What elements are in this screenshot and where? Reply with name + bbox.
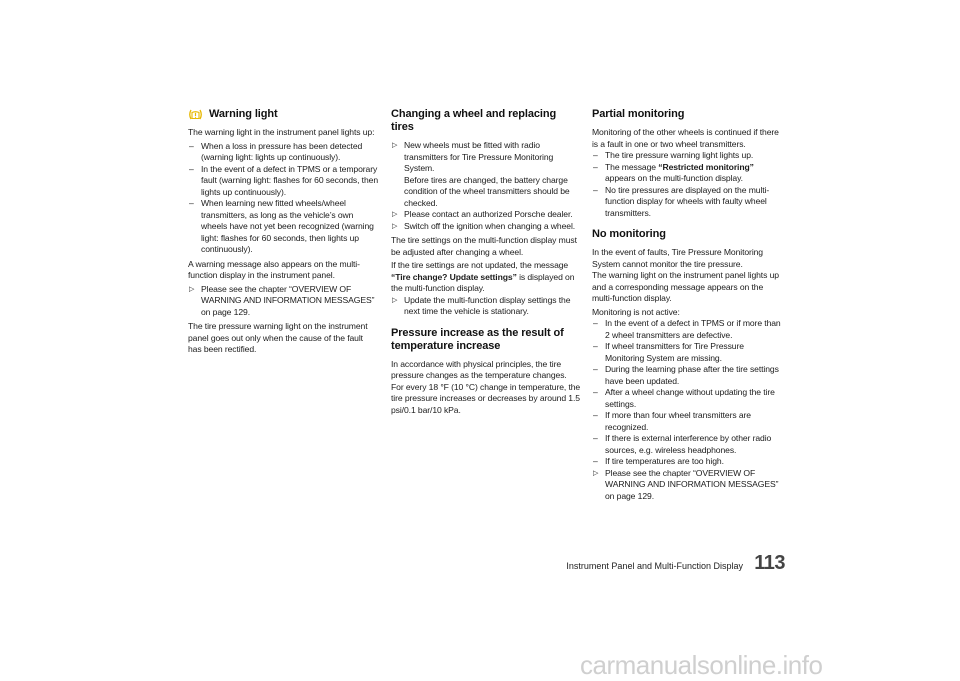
paragraph: The tire settings on the multi-function display must be adjusted after changing a wheel. (391, 235, 577, 257)
paragraph: The tire pressure warning light on the instrument panel goes out only when the cause of the fault has been rectified. (188, 321, 368, 354)
heading-changing-wheel: Changing a wheel and replacing tires (391, 108, 557, 133)
paragraph: In accordance with physical principles, the tire pressure changes as the temperature changes. For every 18 °F (10 °C) change in temperature, the tire pressure increases or decreases by around 1.5 psi/0.1 bar/10 kPa. (391, 358, 581, 415)
list-item: – No tire pressures are displayed on the multi-function display for wheels with faulty wheel transmitters. (593, 184, 770, 218)
list-item: – In the event of a defect in TPMS or a temporary fault (warning light: flashes for 60 seconds, then lights up continuously). (189, 163, 379, 197)
paragraph: Monitoring of the other wheels is continued if there is a fault in one or two wheel transmitters. (592, 127, 779, 149)
list-item: – During the learning phase after the tire settings have been updated. (593, 364, 779, 386)
instruction-step: ▷ Please contact an authorized Porsche dealer. (392, 209, 573, 219)
paragraph: A warning message also appears on the multi-function display in the instrument panel. (188, 258, 360, 280)
message-text: “Restricted monitoring” (658, 161, 754, 172)
tpms-warning-icon (188, 109, 203, 120)
column-monitoring (592, 108, 784, 502)
paragraph: In the event of faults, Tire Pressure Monitoring System cannot monitor the tire pressure. (592, 247, 763, 269)
list-item: – When a loss in pressure has been detected (warning light: lights up continuously). (189, 140, 363, 162)
list-item: – The message “Restricted monitoring” appears on the multi-function display. (593, 161, 754, 183)
heading-partial-monitoring: Partial monitoring (592, 108, 685, 120)
list-item: – If more than four wheel transmitters are recognized. (593, 410, 751, 432)
instruction-step: ▷ Please see the chapter “OVERVIEW OF WARNING AND INFORMATION MESSAGES” on page 129. (189, 283, 375, 317)
column-warning-light (188, 108, 378, 358)
instruction-step: ▷ New wheels must be fitted with radio transmitters for Tire Pressure Monitoring System. Before tires are changed, the battery charge condition of the wheel transmitters should be checked. (392, 140, 570, 208)
list-item: – If tire temperatures are too high. (593, 456, 724, 466)
watermark: carmanualsonline.info (580, 650, 823, 680)
page-footer (553, 552, 785, 576)
paragraph: Monitoring is not active: (592, 306, 680, 317)
list-item: – The tire pressure warning light lights up. (593, 150, 754, 160)
heading-no-monitoring: No monitoring (592, 228, 666, 240)
instruction-step: ▷ Switch off the ignition when changing a wheel. (392, 220, 576, 231)
heading-pressure-increase: Pressure increase as the result of temperature increase (391, 326, 564, 352)
list-item: – After a wheel change without updating the tire settings. (593, 387, 775, 409)
page-number: 113 (754, 552, 785, 574)
list-item: – If wheel transmitters for Tire Pressure Monitoring System are missing. (593, 341, 744, 363)
paragraph: If the tire settings are not updated, the message “Tire change? Update settings” is displayed on the multi-function display. (391, 260, 575, 293)
column-changing-wheel (391, 108, 581, 418)
list-item: – If there is external interference by other radio sources, e.g. wireless headphones. (593, 433, 772, 455)
paragraph: The warning light on the instrument panel lights up and a corresponding message appears on the multi-function display. (592, 270, 779, 303)
heading-warning-light (188, 108, 378, 121)
message-text: “Tire change? Update settings” (391, 271, 517, 282)
heading-text: Warning light (209, 108, 278, 120)
list-item: – In the event of a defect in TPMS or if more than 2 wheel transmitters are defective. (593, 318, 781, 340)
instruction-step: ▷ Please see the chapter “OVERVIEW OF WARNING AND INFORMATION MESSAGES” on page 129. (593, 467, 779, 501)
chapter-title: Instrument Panel and Multi-Function Display (566, 561, 743, 571)
paragraph: The warning light in the instrument panel lights up: (188, 127, 375, 137)
list-item: – When learning new fitted wheels/wheel transmitters, as long as the vehicle’s own wheels have not yet been recognized (warning light: flashes for 60 seconds, then lights up continuously). (189, 198, 374, 254)
instruction-step: ▷ Update the multi-function display settings the next time the vehicle is stationary. (392, 294, 571, 316)
